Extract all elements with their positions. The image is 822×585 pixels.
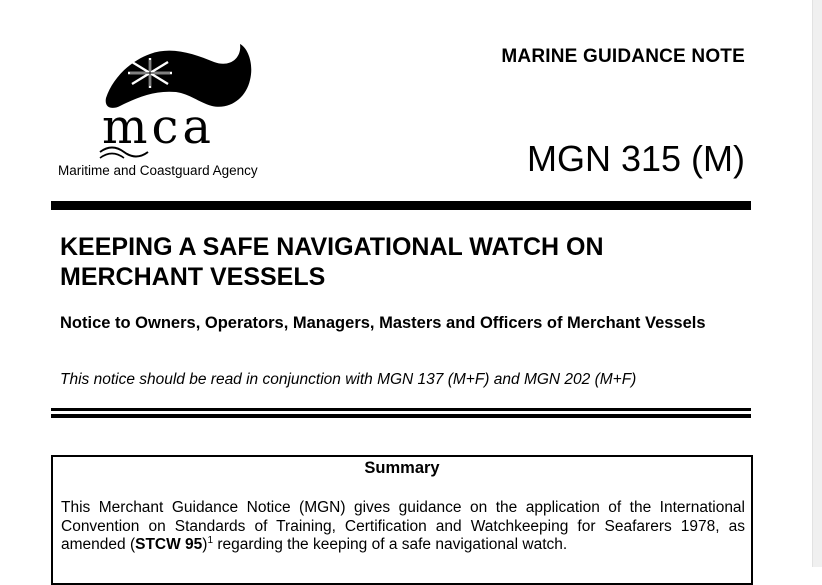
mca-logo (58, 40, 318, 185)
summary-text (61, 499, 745, 555)
footnote-ref[interactable]: 1 (207, 534, 214, 546)
notice-title: KEEPING A SAFE NAVIGATIONAL WATCH ON MERCHANT VESSELS (60, 233, 604, 291)
document-type: MARINE GUIDANCE NOTE (501, 46, 745, 67)
logo-agency-name: Maritime and Coastguard Agency (58, 163, 258, 178)
summary-text-end: regarding the keeping of a safe navigational watch. (213, 536, 568, 553)
summary-text-mid: ) (202, 536, 208, 553)
summary-text-start: This Merchant Guidance Notice (MGN) gives guidance on the application of the International Convention on Standards of Training, Certification and Watchkeeping for Seafarers 1978, as amended ( (61, 499, 745, 553)
logo-wordmark: mca (102, 99, 216, 155)
mca-flag-logo-icon (98, 40, 278, 160)
section-rule-top (51, 408, 751, 411)
summary-heading: Summary (364, 459, 440, 477)
summary-box (51, 455, 753, 585)
scrollbar-track[interactable] (812, 0, 822, 567)
summary-bold-term: STCW 95 (135, 536, 203, 553)
document-number: MGN 315 (M) (526, 138, 745, 179)
section-rule-bottom (51, 414, 751, 418)
notice-reference: This notice should be read in conjunction with MGN 137 (M+F) and MGN 202 (M+F) (60, 371, 637, 388)
header-rule (51, 201, 751, 210)
notice-addressees: Notice to Owners, Operators, Managers, Masters and Officers of Merchant Vessels (60, 314, 706, 332)
